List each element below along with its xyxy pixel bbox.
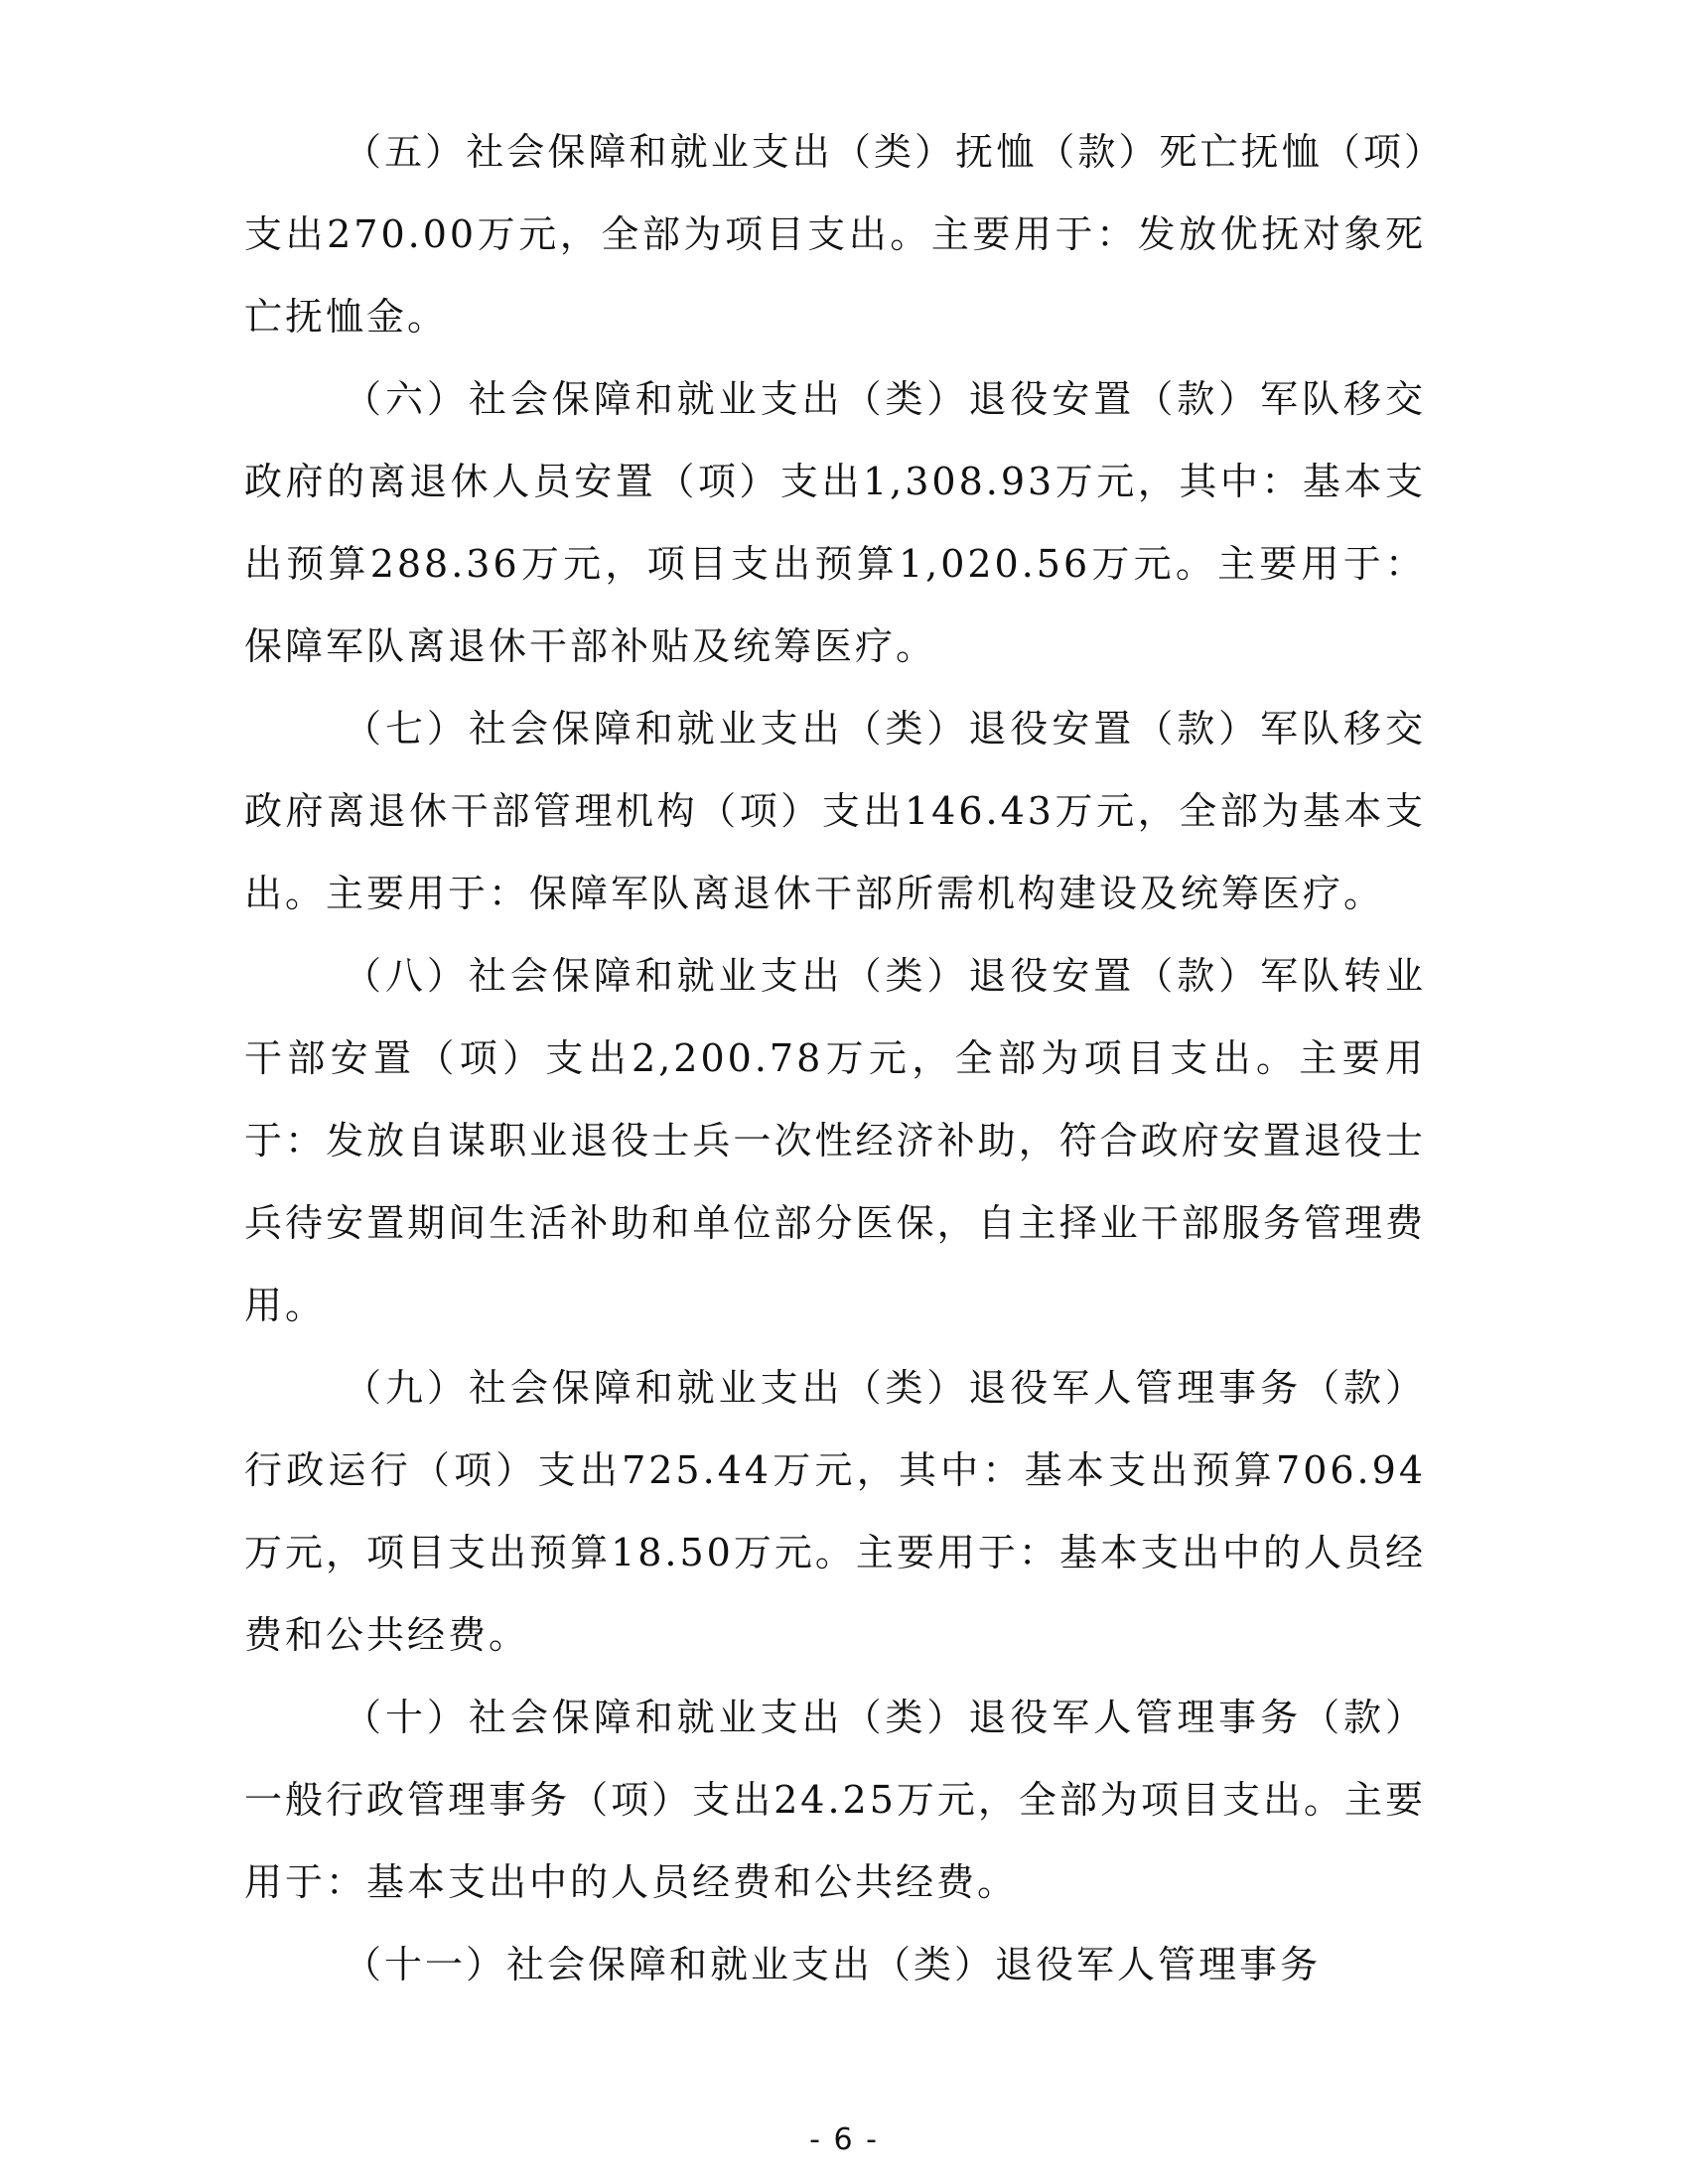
document-body	[244, 111, 1426, 2006]
paragraph-ten: （十）社会保障和就业支出（类）退役军人管理事务（款）一般行政管理事务（项）支出24.25万元，全部为项目支出。主要用于：基本支出中的人员经费和公共经费。	[244, 1696, 1426, 1904]
paragraph-nine: （九）社会保障和就业支出（类）退役军人管理事务（款）行政运行（项）支出725.44万元，其中：基本支出预算706.94万元，项目支出预算18.50万元。主要用于：基本支出中的人员经费和公共经费。	[244, 1366, 1426, 1657]
paragraph-seven: （七）社会保障和就业支出（类）退役安置（款）军队移交政府离退休干部管理机构（项）支出146.43万元，全部为基本支出。主要用于：保障军队离退休干部所需机构建设及统筹医疗。	[244, 707, 1426, 915]
paragraph-five: （五）社会保障和就业支出（类）抚恤（款）死亡抚恤（项）支出270.00万元，全部为项目支出。主要用于：发放优抚对象死亡抚恤金。	[244, 130, 1426, 339]
paragraph-six: （六）社会保障和就业支出（类）退役安置（款）军队移交政府的离退休人员安置（项）支出1,308.93万元，其中：基本支出预算288.36万元，项目支出预算1,020.56万元。主要用于：保障军队离退休干部补贴及统筹医疗。	[244, 377, 1426, 668]
paragraph-eight: （八）社会保障和就业支出（类）退役安置（款）军队转业干部安置（项）支出2,200.78万元，全部为项目支出。主要用于：发放自谋职业退役士兵一次性经济补助，符合政府安置退役士兵待安置期间生活补助和单位部分医保，自主择业干部服务管理费用。	[244, 954, 1426, 1327]
page-number: - 6 -	[809, 2122, 879, 2157]
paragraph-eleven: （十一）社会保障和就业支出（类）退役军人管理事务	[344, 1943, 1322, 1986]
